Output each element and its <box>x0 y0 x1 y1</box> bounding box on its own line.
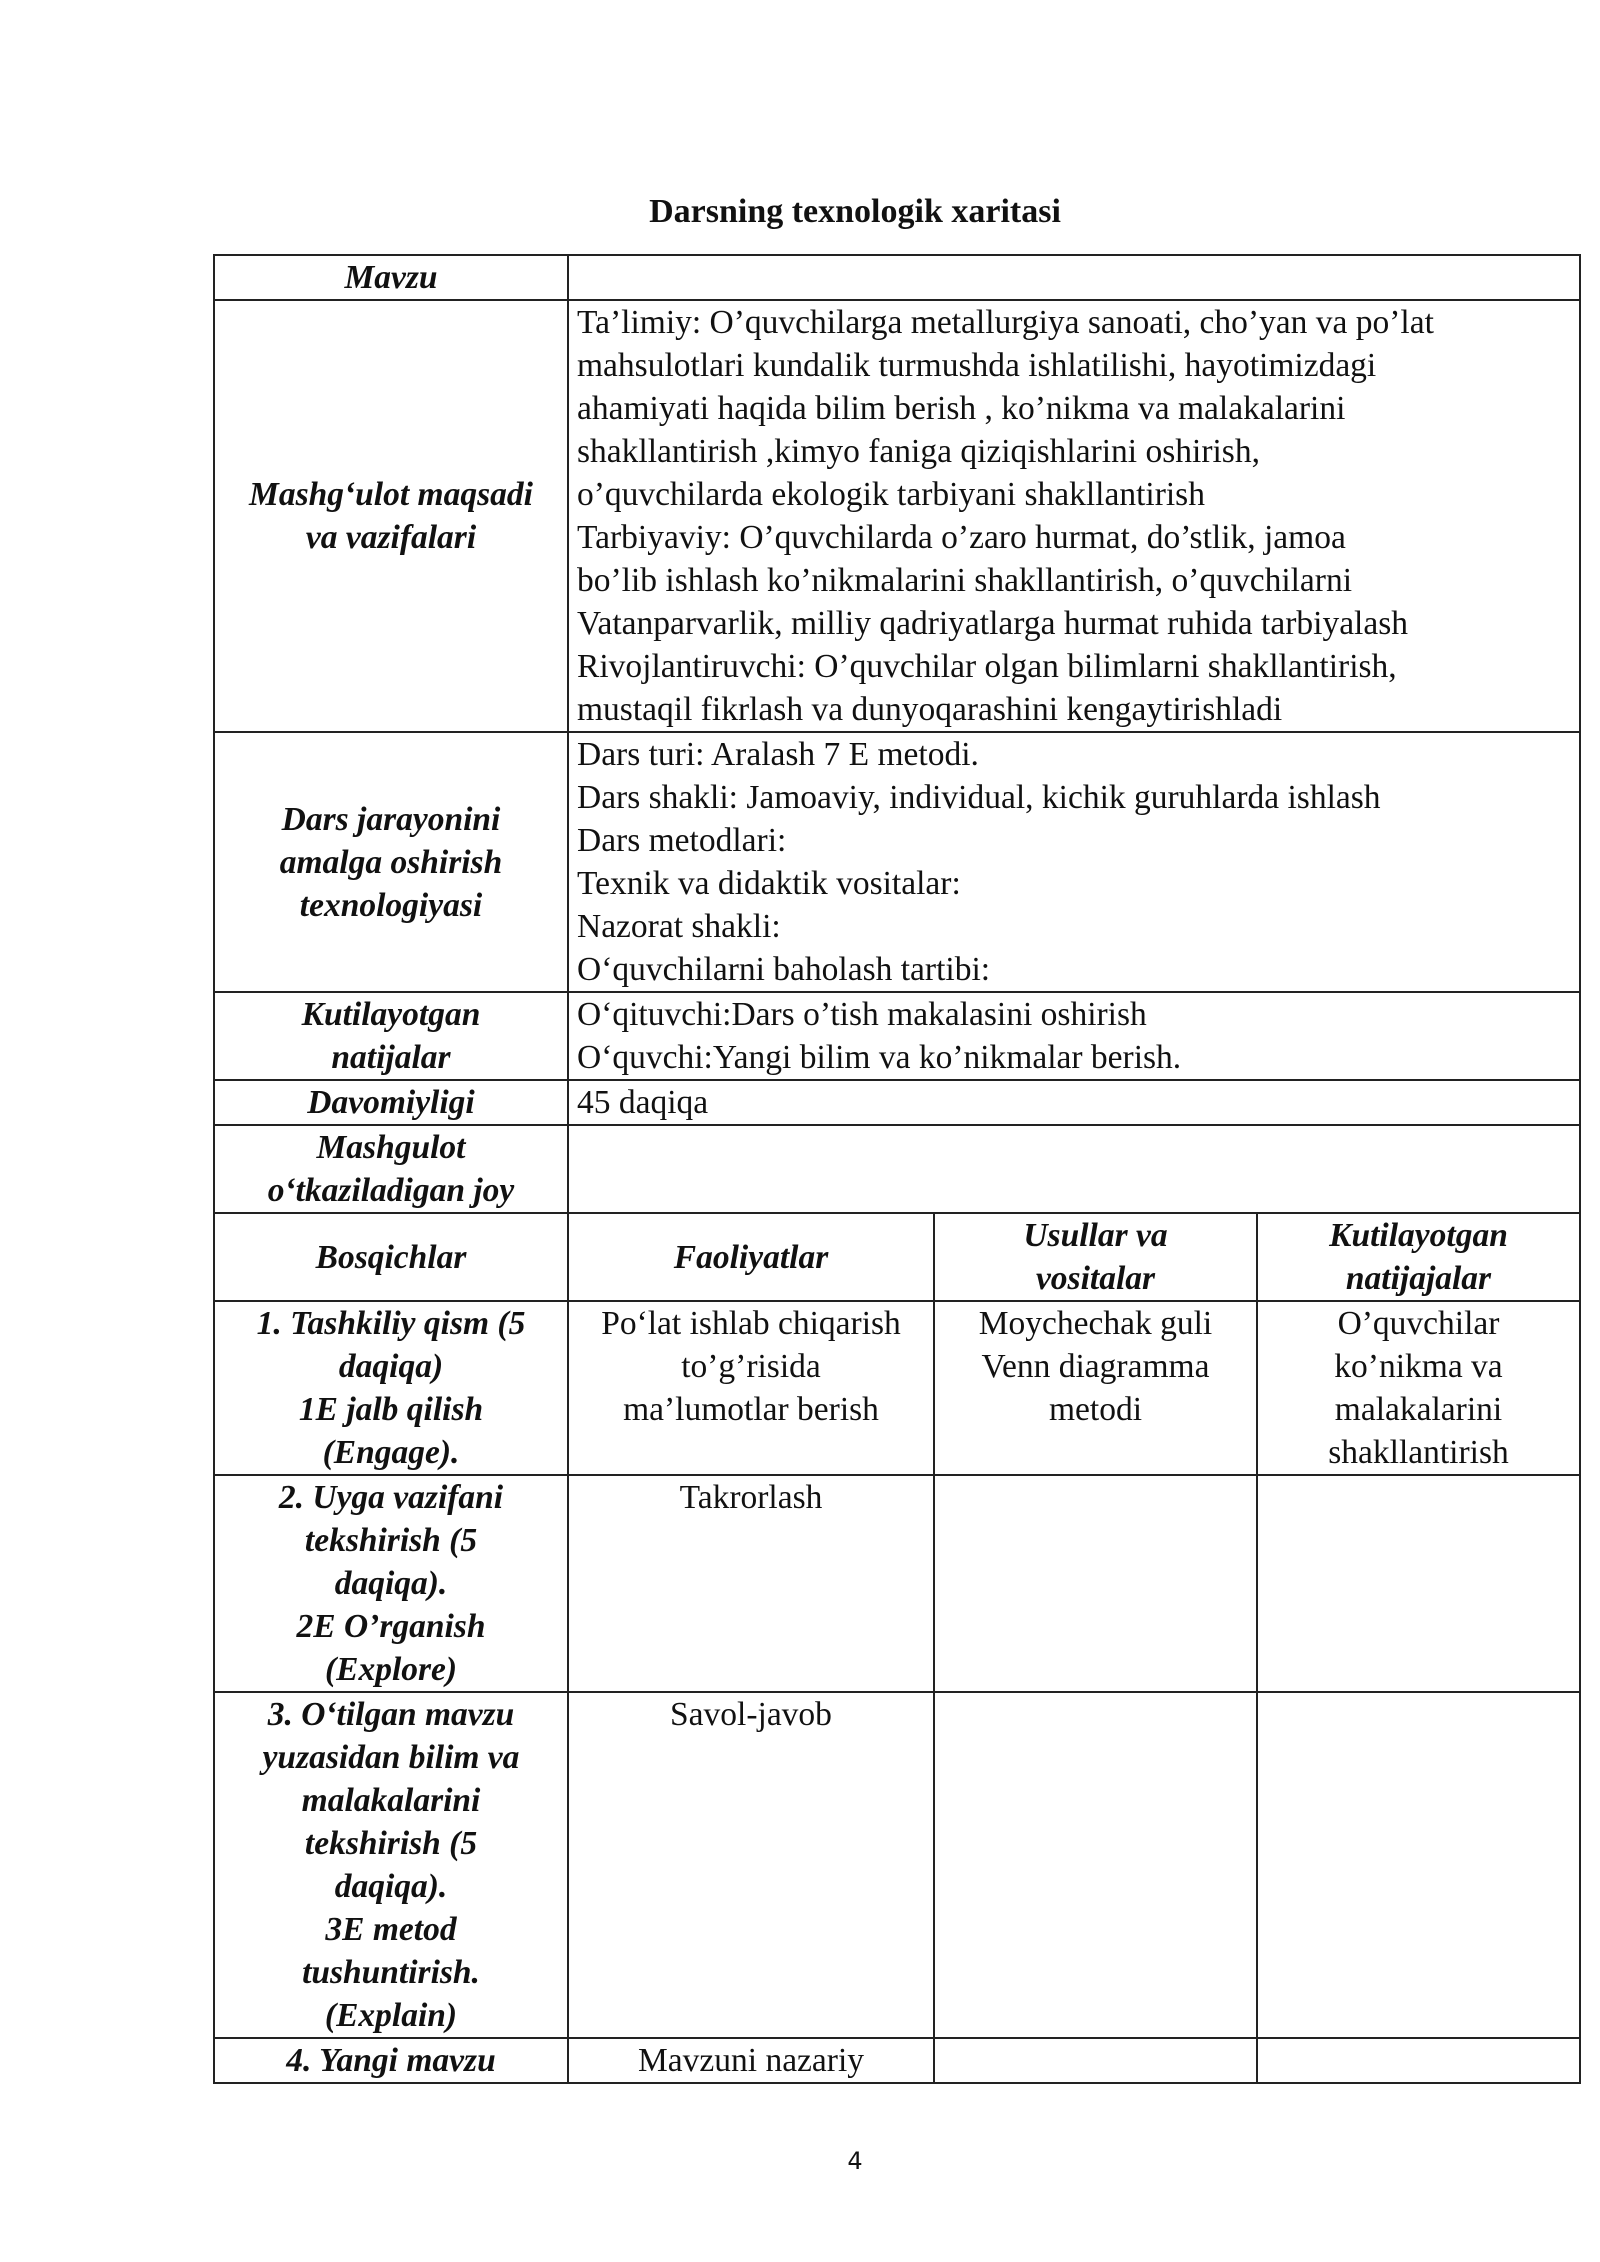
stage-name-line: tekshirish (5 <box>304 1825 478 1862</box>
texnologiya-line: O‘quvchilarni baholash tartibi: <box>577 951 991 988</box>
stage-activity-line: Mavzuni nazariy <box>637 2042 865 2079</box>
texnologiya-row <box>214 732 1580 992</box>
maqsad-line: Tarbiyaviy: O’quvchilarda o’zaro hurmat, do’stlik, jamoa <box>577 519 1346 556</box>
stage-methods <box>934 1301 1257 1475</box>
stage-row <box>214 1301 1580 1475</box>
mavzu-row <box>214 255 1580 300</box>
stage-row <box>214 1475 1580 1692</box>
maqsad-label-line: Mashg‘ulot maqsadi <box>249 476 533 513</box>
stage-name <box>214 1475 568 1692</box>
stage-methods <box>934 1475 1257 1692</box>
joy-value <box>568 1125 1580 1213</box>
stage-name <box>214 1692 568 2038</box>
stage-results-line: O’quvchilar <box>1337 1305 1500 1342</box>
header-natijalar-line: natijajalar <box>1345 1260 1492 1297</box>
stage-name-line: 4. Yangi mavzu <box>286 2042 496 2079</box>
joy-row <box>214 1125 1580 1213</box>
stage-methods <box>934 2038 1257 2083</box>
page-title: Darsning texnologik xaritasi <box>649 193 1061 230</box>
texnologiya-label-line: texnologiyasi <box>299 886 483 924</box>
texnologiya-line: Nazorat shakli: <box>577 908 781 945</box>
joy-label <box>214 1125 568 1213</box>
stage-name-line: tekshirish (5 <box>304 1522 478 1559</box>
stage-methods-line: Moychechak guli <box>978 1305 1213 1342</box>
stage-activity-line: Savol-javob <box>670 1696 832 1733</box>
davomiylik-value: 45 daqiqa <box>568 1080 1580 1125</box>
stages-header-row <box>214 1213 1580 1301</box>
davomiylik-label: Davomiyligi <box>214 1080 568 1125</box>
maqsad-label-line: va vazifalari <box>305 519 477 556</box>
natijalar-value <box>568 992 1580 1080</box>
natijalar-label <box>214 992 568 1080</box>
stage-name-line: malakalarini <box>301 1782 481 1819</box>
texnologiya-line: Dars metodlari: <box>577 822 787 859</box>
texnologiya-label <box>214 732 568 992</box>
lesson-map-table <box>213 254 1581 2084</box>
natijalar-row <box>214 992 1580 1080</box>
stage-results <box>1257 2038 1580 2083</box>
texnologiya-line: Dars shakli: Jamoaviy, individual, kichik guruhlarda ishlash <box>577 779 1381 816</box>
stage-methods <box>934 1692 1257 2038</box>
maqsad-line: o’quvchilarda ekologik tarbiyani shakllantirish <box>577 476 1205 513</box>
stage-name-line: 1E jalb qilish <box>298 1391 484 1428</box>
texnologiya-label-line: amalga oshirish <box>279 843 503 881</box>
stage-results <box>1257 1692 1580 2038</box>
stage-results-line: ko’nikma va <box>1334 1348 1503 1385</box>
stage-activity <box>568 1475 934 1692</box>
natijalar-line: O‘quvchi:Yangi bilim va ko’nikmalar berish. <box>577 1039 1182 1076</box>
maqsad-line: Rivojlantiruvchi: O’quvchilar olgan bilimlarni shakllantirish, <box>577 648 1397 685</box>
maqsad-line: bo’lib ishlash ko’nikmalarini shakllantirish, o’quvchilarni <box>577 562 1353 599</box>
maqsad-line: ahamiyati haqida bilim berish , ko’nikma va malakalarini <box>577 390 1346 427</box>
stage-name-line: daqiqa) <box>338 1348 444 1385</box>
maqsad-line: Vatanparvarlik, milliy qadriyatlarga hurmat ruhida tarbiyalash <box>577 605 1409 642</box>
stage-activity-line: Takrorlash <box>679 1479 823 1516</box>
joy-label-line: Mashgulot <box>316 1129 466 1166</box>
maqsad-line: mahsulotlari kundalik turmushda ishlatilishi, hayotimizdagi <box>577 347 1377 384</box>
stage-row <box>214 2038 1580 2083</box>
stage-name-line: 3. O‘tilgan mavzu <box>267 1696 515 1733</box>
header-natijalar-line: Kutilayotgan <box>1329 1217 1508 1254</box>
stage-results-line: shakllantirish <box>1328 1434 1509 1471</box>
stage-name-line: 1. Tashkiliy qism (5 <box>256 1305 526 1342</box>
maqsad-value <box>568 300 1580 732</box>
stage-name-line: 3E metod <box>325 1911 457 1948</box>
stage-name-line: (Explore) <box>324 1651 458 1688</box>
stage-activity <box>568 2038 934 2083</box>
natijalar-label-line: natijalar <box>331 1039 451 1076</box>
stage-activity <box>568 1692 934 2038</box>
natijalar-label-line: Kutilayotgan <box>301 996 481 1033</box>
stage-name-line: yuzasidan bilim va <box>262 1739 520 1776</box>
texnologiya-label-line: Dars jarayonini <box>281 800 501 838</box>
mavzu-value <box>568 255 1580 300</box>
texnologiya-value <box>568 732 1580 992</box>
stage-activity-line: to’g’risida <box>681 1348 821 1385</box>
maqsad-row <box>214 300 1580 732</box>
mavzu-label: Mavzu <box>214 255 568 300</box>
stage-name <box>214 2038 568 2083</box>
header-faoliyatlar: Faoliyatlar <box>568 1213 934 1301</box>
header-usullar-line: Usullar va <box>1023 1217 1168 1254</box>
stage-results <box>1257 1475 1580 1692</box>
stage-name <box>214 1301 568 1475</box>
texnologiya-line: Texnik va didaktik vositalar: <box>577 865 961 902</box>
header-natijalar <box>1257 1213 1580 1301</box>
stage-results <box>1257 1301 1580 1475</box>
texnologiya-line: Dars turi: Aralash 7 E metodi. <box>577 736 979 773</box>
stage-name-line: 2. Uyga vazifani <box>278 1479 504 1516</box>
davomiylik-row <box>214 1080 1580 1125</box>
stage-activity <box>568 1301 934 1475</box>
maqsad-line: mustaqil fikrlash va dunyoqarashini kengaytirishladi <box>577 691 1283 728</box>
header-usullar <box>934 1213 1257 1301</box>
stage-name-line: daqiqa). <box>334 1868 448 1905</box>
header-bosqichlar: Bosqichlar <box>214 1213 568 1301</box>
joy-label-line: o‘tkaziladigan joy <box>267 1172 515 1209</box>
stage-name-line: 2E O’rganish <box>296 1608 486 1645</box>
page-number: 4 <box>847 2147 863 2175</box>
maqsad-line: shakllantirish ,kimyo faniga qiziqishlarini oshirish, <box>577 433 1260 470</box>
maqsad-label <box>214 300 568 732</box>
stage-results-line: malakalarini <box>1334 1391 1503 1428</box>
stage-activity-line: ma’lumotlar berish <box>623 1391 879 1428</box>
stage-activity-line: Po‘lat ishlab chiqarish <box>601 1305 901 1342</box>
natijalar-line: O‘qituvchi:Dars o’tish makalasini oshirish <box>577 996 1147 1033</box>
maqsad-line: Ta’limiy: O’quvchilarga metallurgiya sanoati, cho’yan va po’lat <box>577 304 1434 341</box>
stage-methods-line: Venn diagramma <box>981 1348 1210 1385</box>
stage-row <box>214 1692 1580 2038</box>
header-usullar-line: vositalar <box>1035 1260 1156 1297</box>
stage-name-line: (Engage). <box>322 1434 460 1471</box>
stage-name-line: (Explain) <box>324 1997 458 2034</box>
stage-name-line: tushuntirish. <box>302 1954 480 1991</box>
stage-methods-line: metodi <box>1048 1391 1143 1428</box>
stage-name-line: daqiqa). <box>334 1565 448 1602</box>
